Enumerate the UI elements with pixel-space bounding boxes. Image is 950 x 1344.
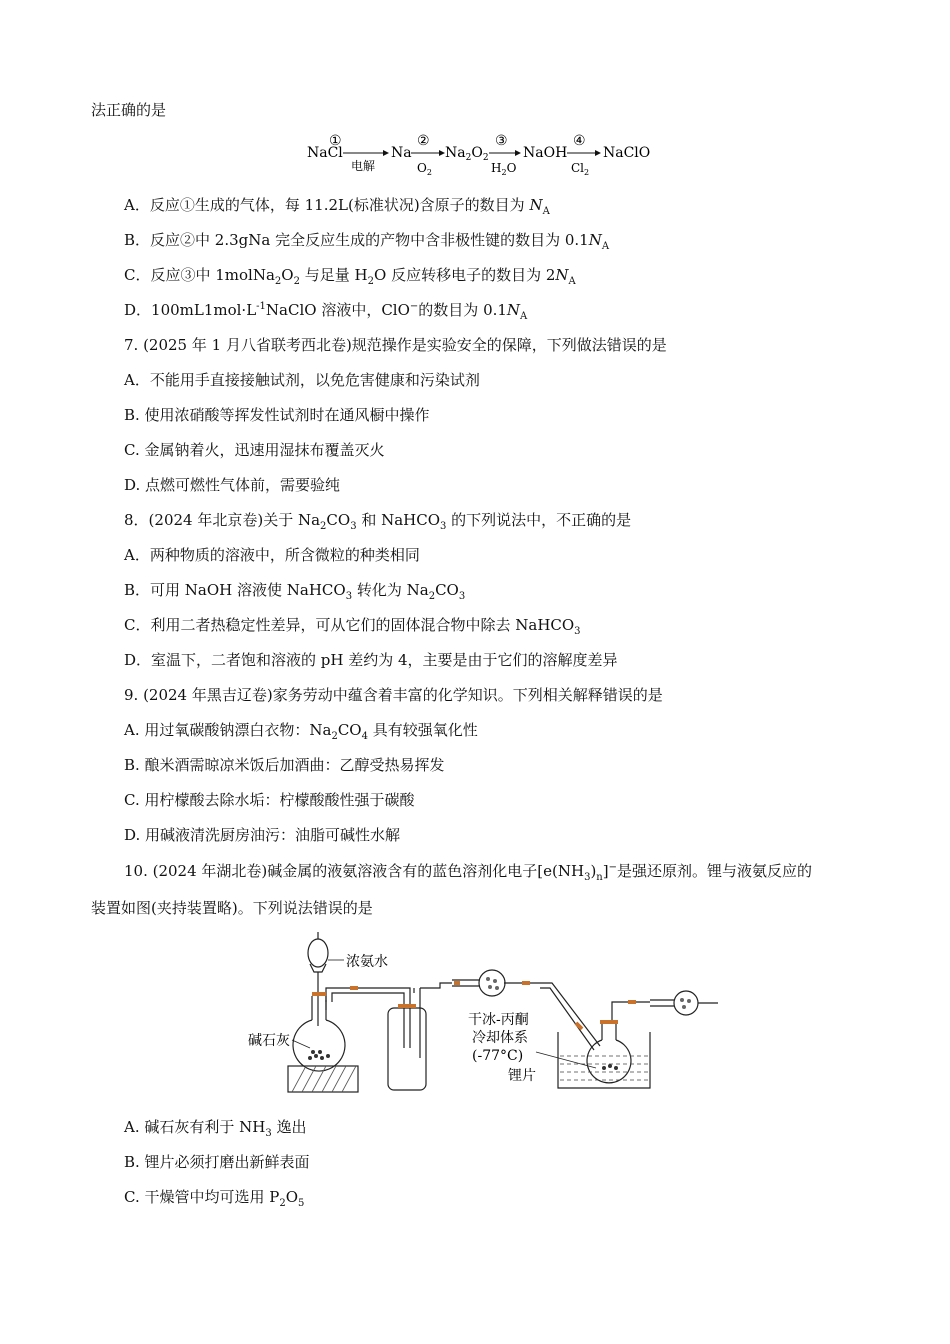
q9-option-c: C. 用柠檬酸去除水垢：柠檬酸酸性强于碳酸: [124, 791, 415, 809]
q7-option-d: D. 点燃可燃性气体前，需要验纯: [124, 476, 341, 494]
q7-option-b: B. 使用浓硝酸等挥发性试剂时在通风橱中操作: [124, 406, 430, 424]
q9-option-b: B. 酿米酒需晾凉米饭后加酒曲：乙醇受热易挥发: [124, 756, 445, 774]
q8-stem-post: 的下列说法中，不正确的是: [446, 511, 632, 529]
svg-text:Na2O2: $Na_2O_2$: [445, 145, 489, 163]
q10-a-post: 逸出: [271, 1118, 307, 1136]
q7-option-a: A．不能用手直接接触试剂，以免危害健康和污染试剂: [124, 371, 480, 389]
q8-stem-mid: CO: [326, 511, 351, 529]
q8-option-b: B．可用 NaOH 溶液使 NaHCO$_3$ 转化为 $Na_2CO_3$: [124, 581, 466, 602]
q10-a-pre: A. 碱石灰有利于 NH: [124, 1118, 266, 1136]
q10-stem1-mid: ): [590, 862, 597, 880]
q6-a-text: A．反应①生成的气体，每 11.2L(标准状况)含原子的数目为: [124, 196, 530, 214]
q9-a-post: 具有较强氧化性: [367, 721, 478, 739]
label-cooling-1: 干冰-丙酮: [468, 1012, 529, 1028]
q9-stem: 9. (2024 年黑吉辽卷)家务劳动中蕴含着丰富的化学知识。下列相关解释错误的是: [124, 686, 663, 704]
q10-stem1-post: 是强还原剂。锂与液氨反应的: [617, 862, 813, 880]
q6-d-mid: NaClO 溶液中，ClO: [265, 301, 410, 319]
q8-option-a: A．两种物质的溶液中，所含微粒的种类相同: [124, 546, 420, 564]
q6-c-mid: 与足量 H: [304, 266, 368, 284]
q6-option-a: A．反应①生成的气体，每 11.2L(标准状况)含原子的数目为 $N_A$: [124, 196, 550, 217]
q10-stem-line1: 10. (2024 年湖北卷)碱金属的液氨溶液含有的蓝色溶剂化电子$[e(NH_3)_n]^-$是强还原剂。锂与液氨反应的: [124, 862, 813, 883]
q10-c-mid: O: [285, 1188, 299, 1206]
scheme-step2: ②: [417, 133, 430, 149]
intro-text: 法正确的是: [91, 101, 167, 119]
q8-stem-mid2: 和 NaHCO: [356, 511, 441, 529]
q8-b-mid: 转化为 Na: [352, 581, 429, 599]
q8-stem-pre: 8．(2024 年北京卷)关于 Na: [124, 511, 321, 529]
q6-d-mid2: 的数目为 0.1: [418, 301, 507, 319]
q6-option-d: D．$100mL1mol\cdot L^{-1}NaClO$ 溶液中，ClO−的数目为 $0.1N_A$: [124, 301, 528, 322]
q9-option-d: D. 用碱液清洗厨房油污：油脂可碱性水解: [124, 826, 401, 844]
scheme-nacl: NaCl: [307, 145, 343, 161]
label-concentrated-ammonia: 浓氨水: [346, 954, 388, 970]
scheme-step3: ③: [495, 133, 508, 149]
q6-d-pre: D．100mL1mol·L: [124, 301, 257, 319]
q10-stem1-pre: 10. (2024 年湖北卷)碱金属的液氨溶液含有的蓝色溶剂化电子[e(NH: [124, 862, 585, 880]
scheme-na: Na: [391, 145, 412, 161]
q8-option-c: C．利用二者热稳定性差异，可从它们的固体混合物中除去 NaHCO$_3$: [124, 616, 581, 637]
label-soda-lime: 碱石灰: [248, 1033, 290, 1049]
q8-option-d: D．室温下，二者饱和溶液的 pH 差约为 4，主要是由于它们的溶解度差异: [124, 651, 618, 669]
apparatus-figure: [240, 928, 740, 1100]
q6-option-c: C．反应③中 $1molNa_2O_2$ 与足量 $H_2O$ 反应转移电子的数目为 $2N_A$: [124, 266, 576, 287]
q10-option-b: B. 锂片必须打磨出新鲜表面: [124, 1153, 310, 1171]
q7-option-c: C. 金属钠着火，迅速用湿抹布覆盖灭火: [124, 441, 385, 459]
q9-a-mid: CO: [337, 721, 362, 739]
q10-option-c: C. 干燥管中均可选用 $P_2O_5$: [124, 1188, 305, 1209]
scheme-step4: ④: [573, 133, 586, 149]
q6-option-b: B．反应②中 2.3gNa 完全反应生成的产物中含非极性键的数目为 $0.1N_A$: [124, 231, 610, 252]
scheme-naoh: NaOH: [523, 145, 568, 161]
q7-stem: 7. (2025 年 1 月八省联考西北卷)规范操作是实验安全的保障，下列做法错误的是: [124, 336, 667, 354]
q9-a-pre: A. 用过氧碳酸钠漂白衣物：Na: [124, 721, 332, 739]
q8-stem: 8．(2024 年北京卷)关于 $Na_2CO_3$ 和 NaHCO$_3$ 的下列说法中，不正确的是: [124, 511, 632, 532]
q8-c-pre: C．利用二者热稳定性差异，可从它们的固体混合物中除去 NaHCO: [124, 616, 575, 634]
intro-line: [91, 100, 166, 120]
svg-text:Cl2: $Cl_2$: [571, 161, 590, 177]
q8-b-mid2: CO: [435, 581, 459, 599]
label-cooling-2: 冷却体系: [472, 1030, 528, 1046]
q9-option-a: A. 用过氧碳酸钠漂白衣物：$Na_2CO_4$ 具有较强氧化性: [124, 721, 478, 742]
svg-text:H2O: $H_2O$: [491, 161, 517, 177]
reaction-scheme: [305, 130, 650, 178]
svg-text:O2: $O_2$: [417, 161, 432, 177]
q6-c-mid2: O 反应转移电子的数目为 2: [374, 266, 556, 284]
q10-stem-line2: 装置如图(夹持装置略)。下列说法错误的是: [91, 899, 373, 917]
q6-b-text: B．反应②中 2.3gNa 完全反应生成的产物中含非极性键的数目为 0.1: [124, 231, 589, 249]
q6-c-pre: C．反应③中 1molNa: [124, 266, 275, 284]
scheme-naclo: NaClO: [603, 145, 650, 161]
scheme-step1: ①: [329, 133, 342, 149]
scheme-step1-cond: 电解: [351, 159, 376, 173]
q10-c-pre: C. 干燥管中均可选用 P: [124, 1188, 280, 1206]
label-temperature: (-77°C): [472, 1048, 524, 1064]
q8-b-pre: B．可用 NaOH 溶液使 NaHCO: [124, 581, 346, 599]
q10-option-a: A. 碱石灰有利于 $NH_3$ 逸出: [124, 1118, 307, 1139]
label-lithium: 锂片: [508, 1068, 536, 1084]
